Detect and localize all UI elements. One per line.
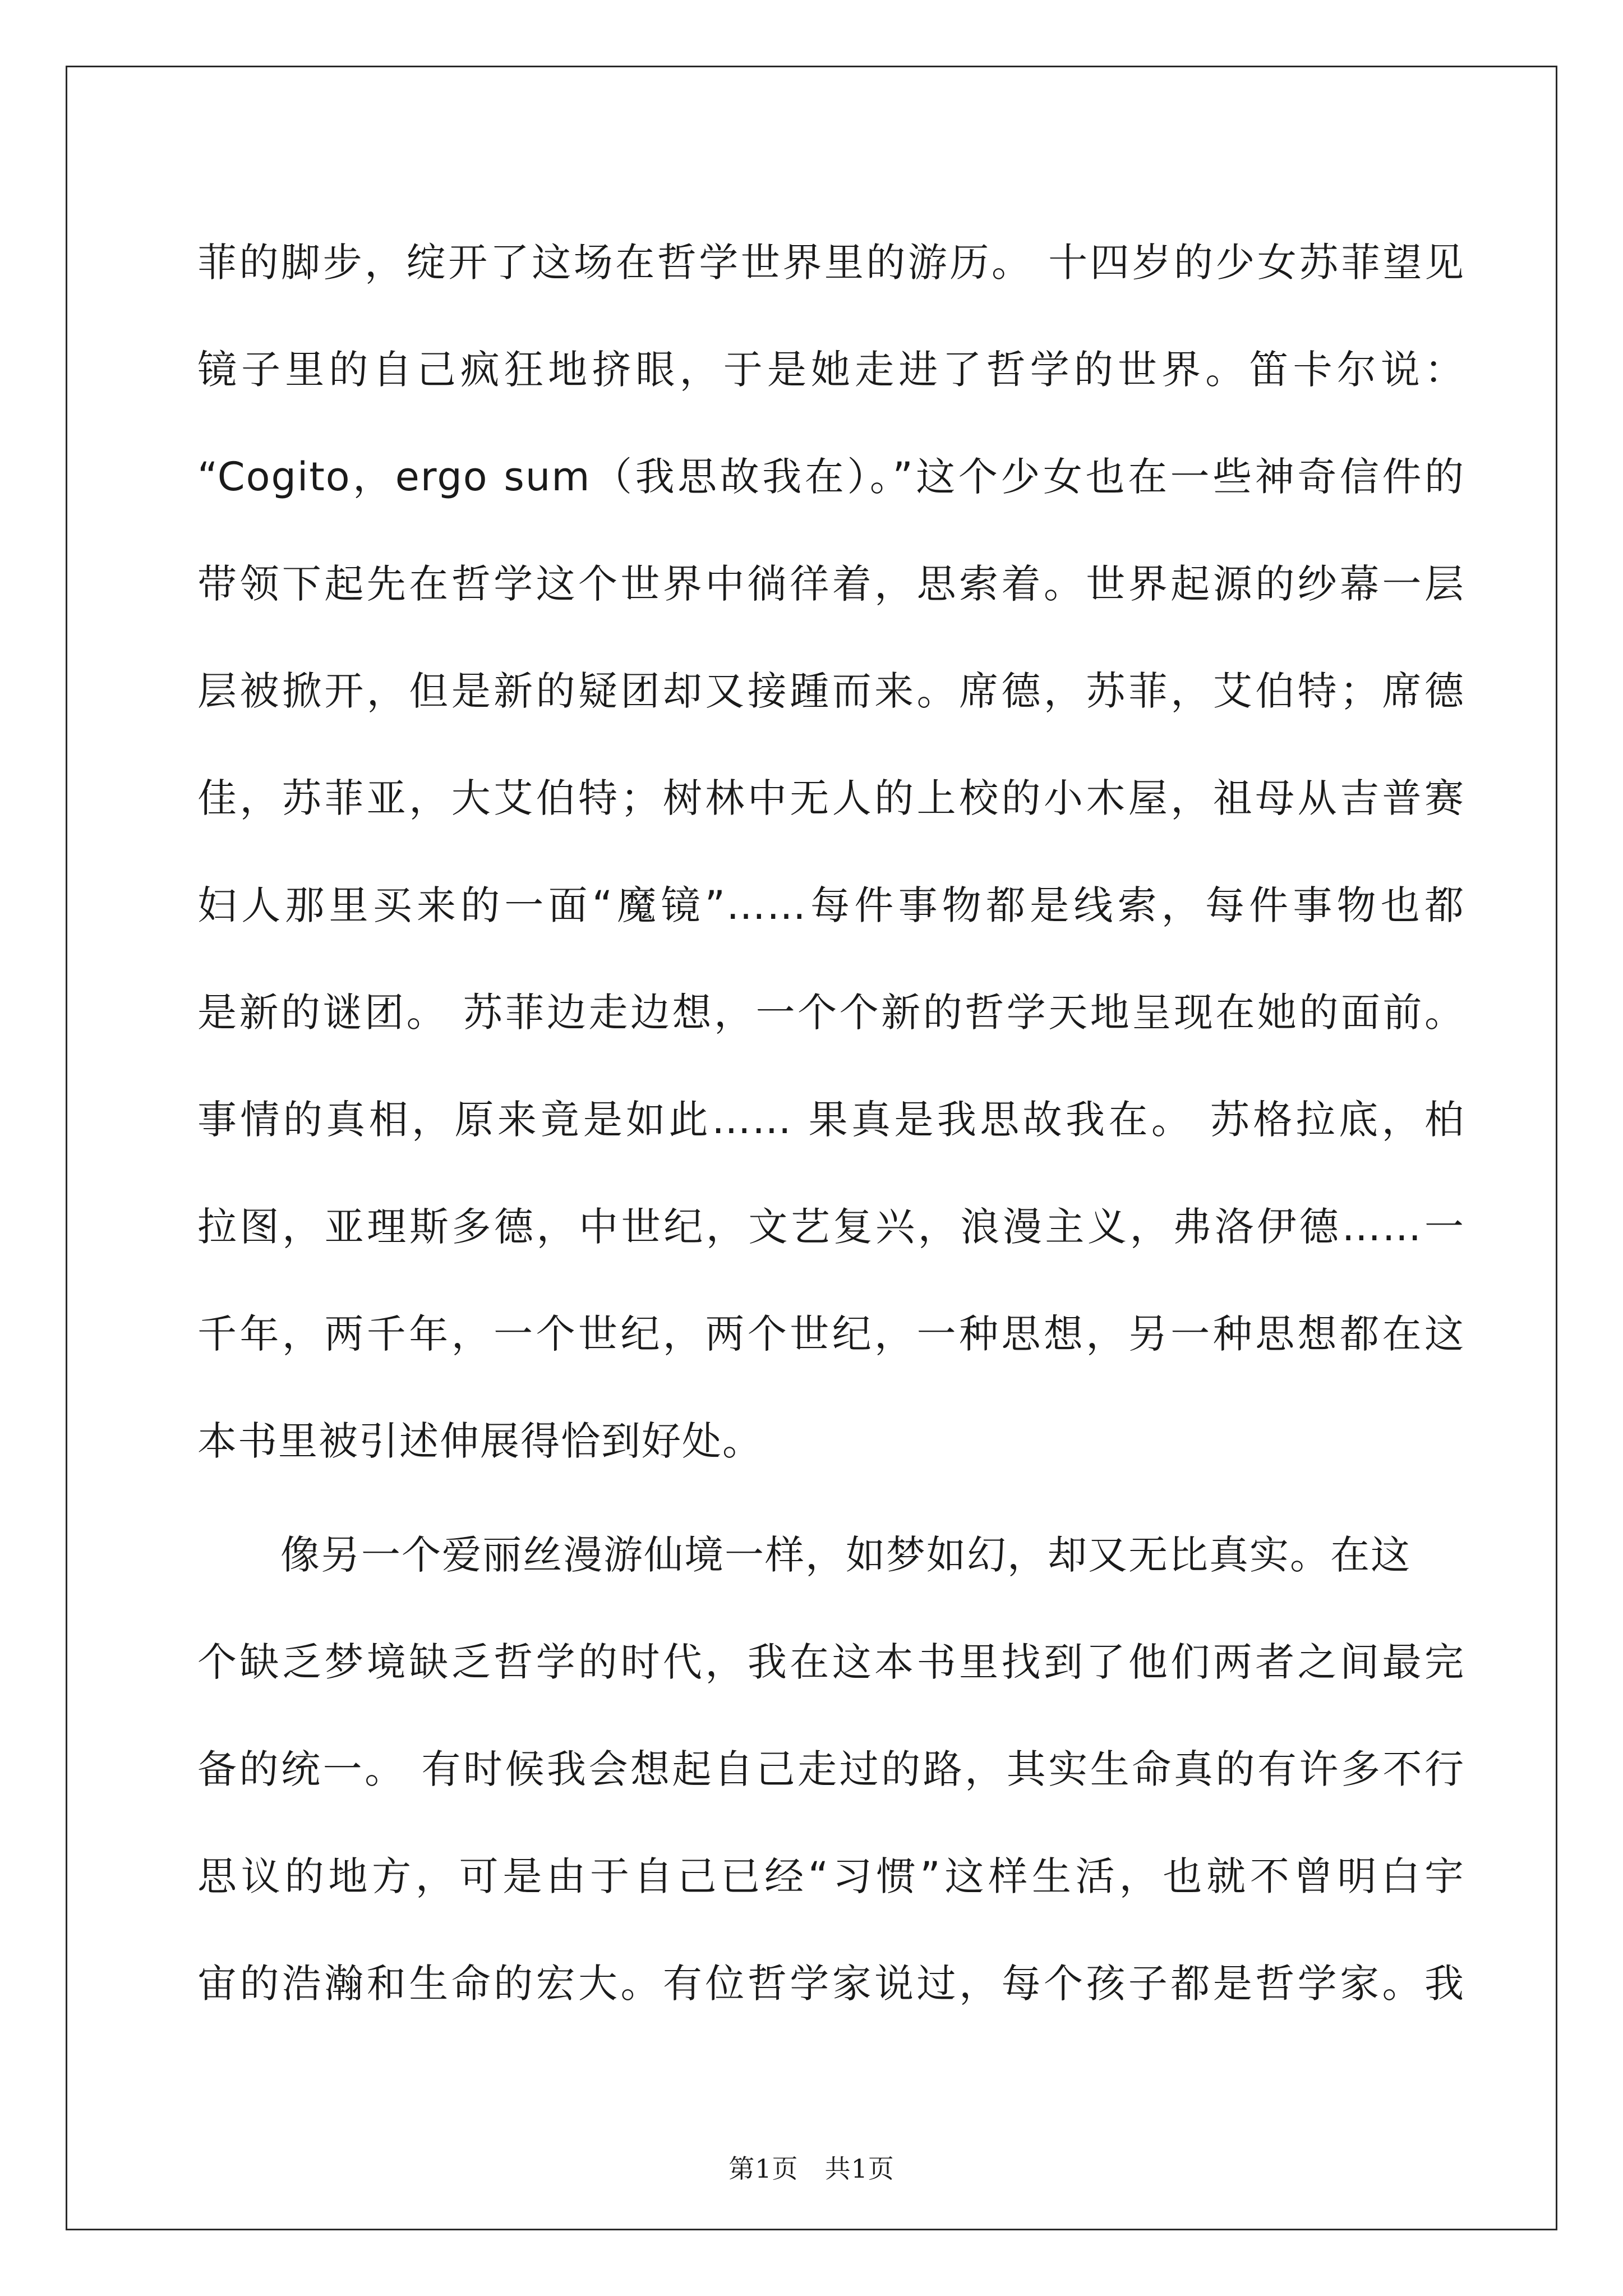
paragraph-2-line-3: 备的统一。 有时候我会想起自己走过的路，其实生命真的有许多不行 — [197, 1746, 1465, 1792]
paragraph-1-line-5: 层被掀开，但是新的疑团却又接踵而来。席德，苏菲，艾伯特；席德 — [197, 668, 1465, 714]
paragraph-1-line-9: 事情的真相，原来竟是如此…… 果真是我思故我在。 苏格拉底，柏 — [197, 1097, 1465, 1143]
paragraph-1-line-4: 带领下起先在哲学这个世界中徜徉着，思索着。世界起源的纱幕一层 — [197, 561, 1465, 607]
page-number-footer: 第1页 共1页 — [728, 2154, 895, 2184]
paragraph-2-line-1: 像另一个爱丽丝漫游仙境一样，如梦如幻，却又无比真实。在这 — [280, 1532, 1411, 1578]
paragraph-1-line-1: 菲的脚步，绽开了这场在哲学世界里的游历。 十四岁的少女苏菲望见 — [197, 240, 1465, 286]
paragraph-1-line-2: 镜子里的自己疯狂地挤眼，于是她走进了哲学的世界。笛卡尔说： — [197, 347, 1465, 393]
paragraph-1-line-8: 是新的谜团。 苏菲边走边想，一个个新的哲学天地呈现在她的面前。 — [197, 990, 1465, 1036]
paragraph-1-line-12: 本书里被引述伸展得恰到好处。 — [197, 1418, 763, 1464]
paragraph-1-line-11: 千年，两千年，一个世纪，两个世纪，一种思想，另一种思想都在这 — [197, 1311, 1465, 1357]
paragraph-1-line-10: 拉图，亚理斯多德，中世纪，文艺复兴，浪漫主义，弗洛伊德……一 — [197, 1204, 1465, 1250]
document-body — [197, 209, 1465, 2037]
paragraph-1-line-6: 佳，苏菲亚，大艾伯特；树林中无人的上校的小木屋，祖母从吉普赛 — [197, 775, 1465, 821]
paragraph-2-line-4: 思议的地方，可是由于自己已经“习惯”这样生活，也就不曾明白宇 — [197, 1853, 1465, 1899]
paragraph-2-line-5: 宙的浩瀚和生命的宏大。有位哲学家说过，每个孩子都是哲学家。我 — [197, 1961, 1465, 2007]
paragraph-spacer — [197, 1495, 1465, 1502]
paragraph-1-line-3: “Cogito，ergo sum（我思故我在）。”这个少女也在一些神奇信件的 — [197, 454, 1465, 500]
paragraph-1-line-7: 妇人那里买来的一面“魔镜”……每件事物都是线索，每件事物也都 — [197, 882, 1465, 928]
paragraph-2-line-2: 个缺乏梦境缺乏哲学的时代，我在这本书里找到了他们两者之间最完 — [197, 1639, 1465, 1685]
